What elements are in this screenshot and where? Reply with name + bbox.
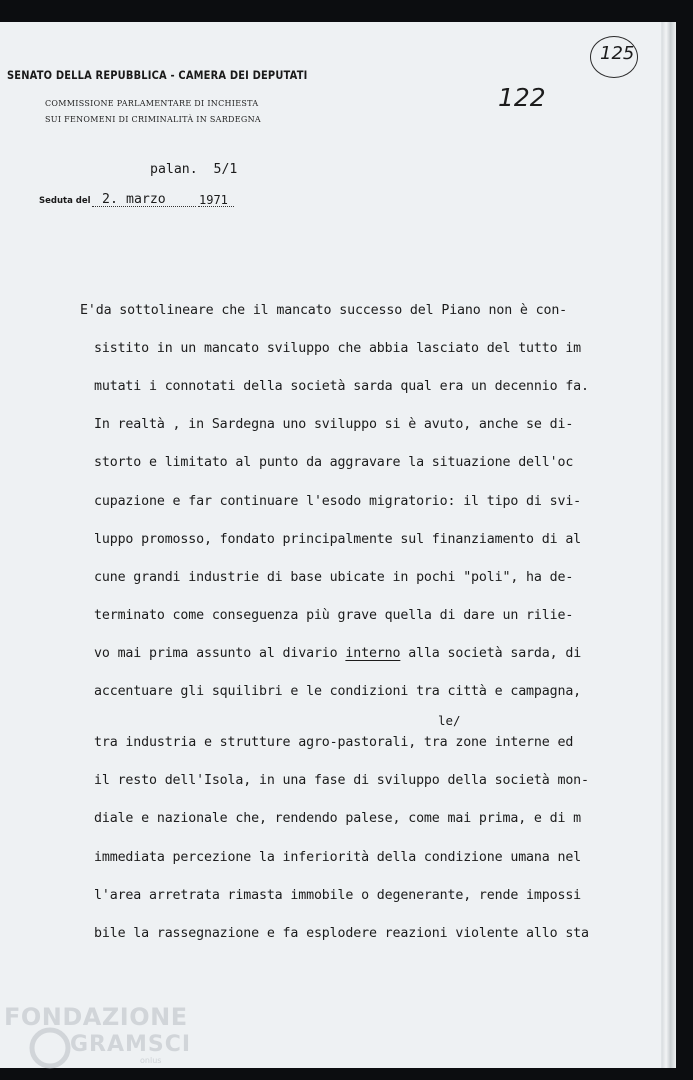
institution-header: SENATO DELLA REPUBBLICA - CAMERA DEI DEPUTATI: [7, 68, 308, 82]
session-year: 1971: [199, 193, 228, 207]
session-label: Seduta del: [39, 196, 91, 206]
text-line: immediata percezione la inferiorità della condizione umana nel: [94, 850, 582, 865]
watermark-onlus: onlus: [140, 1056, 162, 1065]
text-line: In realtà , in Sardegna uno sviluppo si è avuto, anche se di-: [94, 417, 574, 432]
text-line: terminato come conseguenza più grave quella di dare un rilie-: [94, 608, 574, 623]
commission-line-2: SUI FENOMENI DI CRIMINALITÀ IN SARDEGNA: [45, 115, 261, 124]
session-day: 2.: [102, 192, 118, 207]
session-month: marzo: [126, 192, 166, 207]
watermark-foundation: FONDAZIONE: [4, 1003, 188, 1031]
handwritten-page-number: 122: [498, 83, 546, 112]
commission-line-1: COMMISSIONE PARLAMENTARE DI INCHIESTA: [45, 99, 259, 108]
inserted-word: le/: [438, 713, 461, 728]
watermark-gramsci: GRAMSCI: [70, 1032, 192, 1057]
underlined-word: interno: [345, 646, 401, 661]
watermark-logo-icon: [28, 1026, 72, 1070]
text-line: accentuare gli squilibri e le condizioni tra città e campagna,: [94, 684, 582, 699]
text-line: cupazione e far continuare l'esodo migratorio: il tipo di svi-: [94, 494, 582, 509]
text-line: bile la rassegnazione e fa esplodere reazioni violente allo sta: [94, 926, 589, 941]
circled-number: 125: [600, 43, 635, 64]
text-line: diale e nazionale che, rendendo palese, come mai prima, e di m: [94, 811, 582, 826]
reference-code: palan. 5/1: [150, 162, 238, 177]
text-line: il resto dell'Isola, in una fase di sviluppo della società mon-: [94, 773, 589, 788]
text-line: l'area arretrata rimasta immobile o degenerante, rende impossi: [94, 888, 582, 903]
text-line: sistito in un mancato sviluppo che abbia lasciato del tutto im: [94, 341, 582, 356]
text-line: luppo promosso, fondato principalmente sul finanziamento di al: [94, 532, 582, 547]
text-line: tra industria e strutture agro-pastorali, tra zone interne ed: [94, 735, 574, 750]
text-line: cune grandi industrie di base ubicate in pochi "poli", ha de-: [94, 570, 574, 585]
text-line: mutati i connotati della società sarda qual era un decennio fa.: [94, 379, 589, 394]
page-edge: [662, 22, 676, 1068]
text-line: storto e limitato al punto da aggravare la situazione dell'oc: [94, 455, 574, 470]
text-line: vo mai prima assunto al divario interno alla società sarda, di: [94, 646, 582, 661]
text-line: E'da sottolineare che il mancato successo del Piano non è con-: [80, 303, 568, 318]
